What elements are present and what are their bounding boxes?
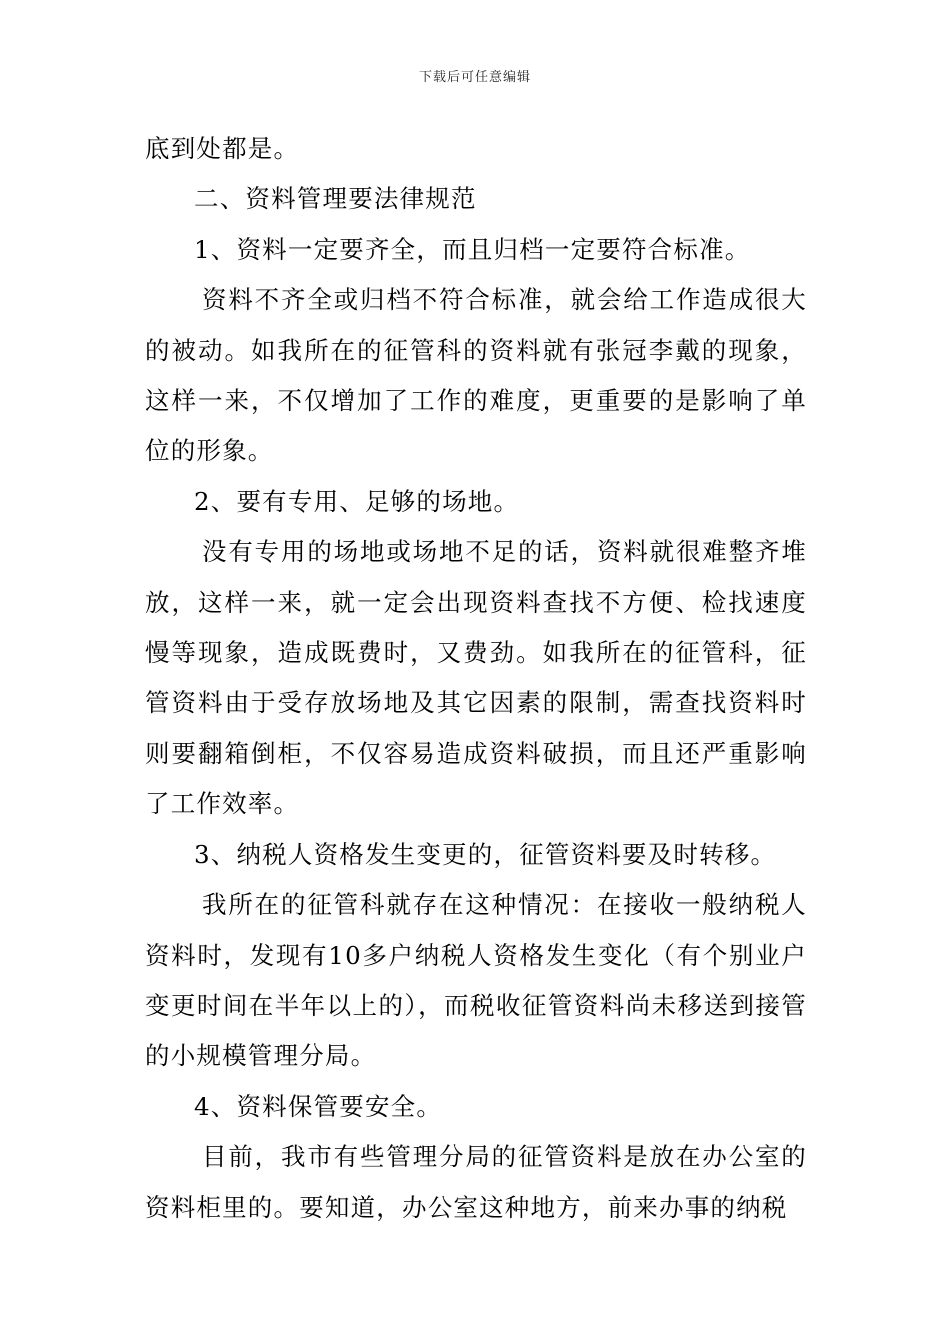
section-heading: 二、资料管理要法律规范 xyxy=(194,184,477,214)
page-header-note: 下载后可任意编辑 xyxy=(418,70,531,85)
paragraph-3: 我所在的征管科就存在这种情况：在接收一般纳税人资料时，发现有10多户纳税人资格发生变化（有个别业户变更时间在半年以上的），而税收征管资料尚未移送到接管的小规模管理分局。 xyxy=(145,890,807,1071)
subheading-1: 1、资料一定要齐全，而且归档一定要符合标准。 xyxy=(194,234,751,264)
paragraph-4: 目前，我市有些管理分局的征管资料是放在办公室的资料柜里的。要知道，办公室这种地方，前来办事的纳税 xyxy=(145,1142,807,1222)
subheading-2: 2、要有专用、足够的场地。 xyxy=(194,486,520,516)
paragraph-2: 没有专用的场地或场地不足的话，资料就很难整齐堆放，这样一来，就一定会出现资料查找不方便、检找速度慢等现象，造成既费时，又费劲。如我所在的征管科，征管资料由于受存放场地及其它因素的限制，需查找资料时则要翻箱倒柜，不仅容易造成资料破损，而且还严重影响了工作效率。 xyxy=(145,537,807,819)
paragraph-continuation: 底到处都是。 xyxy=(145,134,300,163)
paragraph-1: 资料不齐全或归档不符合标准，就会给工作造成很大的被动。如我所在的征管科的资料就有张冠李戴的现象，这样一来，不仅增加了工作的难度，更重要的是影响了单位的形象。 xyxy=(145,285,807,466)
document-body xyxy=(145,124,807,1233)
subheading-4: 4、资料保管要安全。 xyxy=(194,1091,443,1121)
subheading-3: 3、纳税人资格发生变更的，征管资料要及时转移。 xyxy=(194,839,777,869)
